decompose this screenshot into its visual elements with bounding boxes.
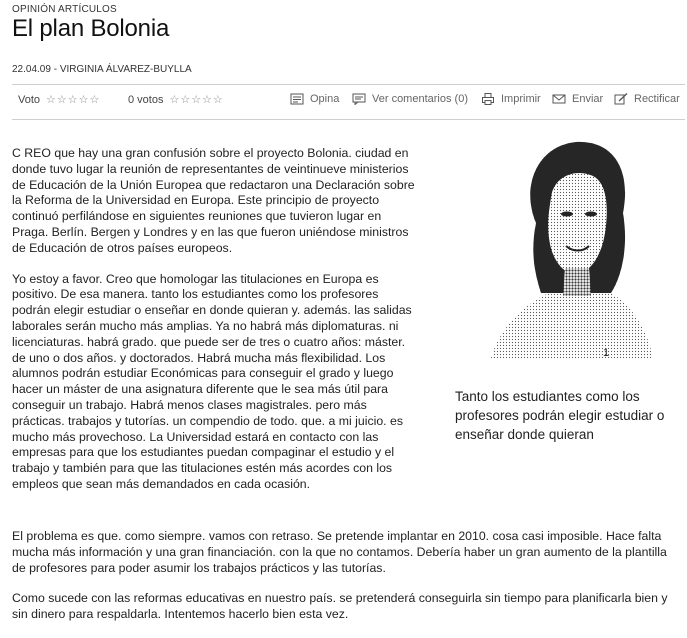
paragraph: Como sucede con las reformas educativas en nuestro país. se pretenderá conseguirla sin tiempo para planificarla bien y sin dinero para respaldarla. Intentemos hacerlo bien esta vez. [12,591,668,622]
rectify-label: Rectificar [634,93,680,105]
view-comments-label: Ver comentarios (0) [372,93,468,105]
section-label: OPINIÓN ARTÍCULOS [12,4,117,15]
photo-signature: 1 [603,347,610,359]
vote-stars-input[interactable]: ☆☆☆☆☆ [46,94,101,106]
edit-icon [614,93,628,105]
print-icon [481,93,495,105]
divider [12,119,685,120]
rectify-button[interactable] [614,93,680,105]
opina-button[interactable] [290,93,339,105]
send-label: Enviar [572,93,604,105]
opina-label: Opina [310,93,340,105]
rating-stars: ☆☆☆☆☆ [169,94,224,106]
print-button[interactable] [481,93,541,105]
comments-list-icon [352,93,366,105]
rating-widget [128,93,224,106]
author-photo [481,128,659,360]
paragraph: El problema es que. como siempre. vamos con retraso. Se pretende implantar en 2010. cosa casi imposible. Hace falta mucha más información y una gran financiación. con la que no contamos. Debería haber un gran aumento de la plantilla de profesores para poder asumir los trabajos prácticos y las tutorías. [12,529,667,575]
send-button[interactable] [552,93,603,105]
paragraph: Yo estoy a favor. Creo que homologar las titulaciones en Europa es positivo. De esa manera. tanto los estudiantes como los profesores podrán elegir estudiar o enseñar en donde quieran y. además. las salidas laborales serán mucho más amplias. Ya no habrá más diplomaturas. ni licenciaturas. habrá grado. que puede ser de tres o cuatro años: máster. de uno o dos años. y doctorados. Habrá mucha más flexibilidad. Los alumnos podrán estudiar Económicas para conseguir el grado y luego hacer un máster de una asignatura diferente que le sea más útil para conseguir un trabajo. Habrá menos clases magistrales. pero más prácticas. trabajos y tutorías. un compendio de todo. que. a mi juicio. es mucho más provechoso. La Universidad estará en contacto con las empresas para que los estudiantes puedan compaginar el estudio y el trabajo y también para que las titulaciones estén más acordes con los empleos que sean más demandados en cada ocasión. [12,271,412,491]
print-label: Imprimir [501,93,541,105]
vote-label: Voto [18,93,41,106]
article-body [12,146,416,508]
comment-icon [290,93,304,105]
article-title: El plan Bolonia [12,15,170,42]
vote-widget [18,93,100,106]
mail-icon [552,93,566,105]
photo-caption: Tanto los estudiantes como los profesores podrán elegir estudiar o enseñar donde quieran [455,389,665,442]
divider [12,84,685,85]
votes-count: 0 votos [128,93,164,106]
article-toolbar [0,93,687,111]
article-body-wide [12,529,680,638]
view-comments-button[interactable] [352,93,468,105]
article-byline: 22.04.09 - VIRGINIA ÁLVAREZ-BUYLLA [12,64,192,75]
paragraph: C REO que hay una gran confusión sobre el proyecto Bolonia. ciudad en donde tuvo lugar la reunión de representantes de veintinueve ministerios de Educación de la Unión Europea que redactaron una Declaración sobre la Reforma de la Universidad en Europa. Este principio de proyecto continuó perfilándose en siguientes reuniones que tuvieron lugar en Praga. Berlín. Bergen y Londres y en las que fueron uniéndose ministros de Educación de otros países europeos. [12,146,415,255]
